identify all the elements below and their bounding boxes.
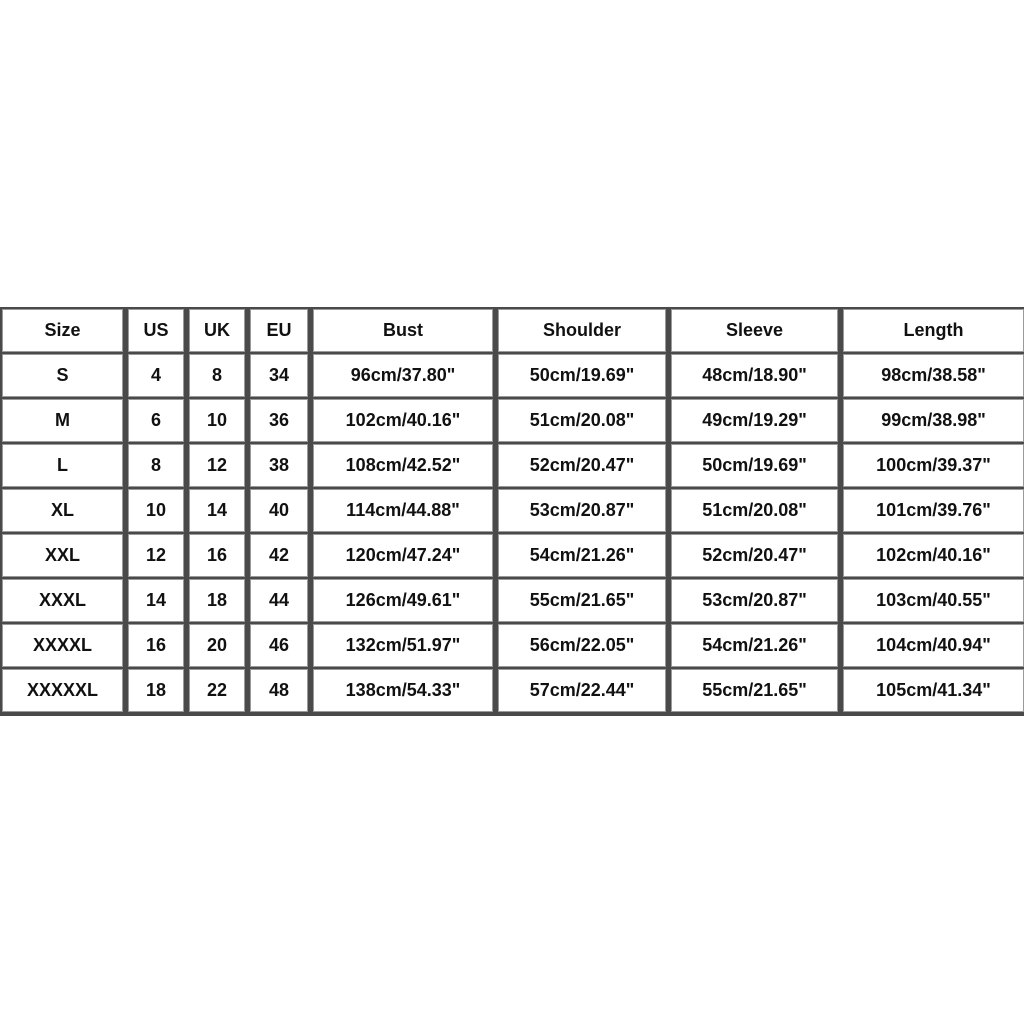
cell-sleeve: 54cm/21.26": [671, 624, 838, 667]
cell-length: 98cm/38.58": [843, 354, 1024, 397]
cell-size: XXL: [2, 534, 123, 577]
cell-sleeve: 53cm/20.87": [671, 579, 838, 622]
cell-bust: 108cm/42.52": [313, 444, 493, 487]
cell-eu: 36: [250, 399, 308, 442]
header-eu: EU: [250, 309, 308, 352]
size-chart-table: [0, 307, 1024, 716]
cell-eu: 34: [250, 354, 308, 397]
header-shoulder: Shoulder: [498, 309, 666, 352]
cell-shoulder: 53cm/20.87": [498, 489, 666, 532]
cell-uk: 18: [189, 579, 245, 622]
cell-uk: 12: [189, 444, 245, 487]
cell-eu: 44: [250, 579, 308, 622]
cell-us: 8: [128, 444, 184, 487]
cell-size: L: [2, 444, 123, 487]
cell-bust: 102cm/40.16": [313, 399, 493, 442]
cell-bust: 96cm/37.80": [313, 354, 493, 397]
cell-shoulder: 50cm/19.69": [498, 354, 666, 397]
cell-shoulder: 52cm/20.47": [498, 444, 666, 487]
cell-sleeve: 49cm/19.29": [671, 399, 838, 442]
header-bust: Bust: [313, 309, 493, 352]
cell-eu: 38: [250, 444, 308, 487]
cell-us: 6: [128, 399, 184, 442]
cell-shoulder: 51cm/20.08": [498, 399, 666, 442]
cell-uk: 14: [189, 489, 245, 532]
cell-eu: 40: [250, 489, 308, 532]
cell-us: 16: [128, 624, 184, 667]
header-size: Size: [2, 309, 123, 352]
cell-uk: 8: [189, 354, 245, 397]
cell-eu: 46: [250, 624, 308, 667]
cell-length: 102cm/40.16": [843, 534, 1024, 577]
cell-length: 104cm/40.94": [843, 624, 1024, 667]
cell-size: XXXXL: [2, 624, 123, 667]
cell-uk: 22: [189, 669, 245, 712]
cell-eu: 42: [250, 534, 308, 577]
cell-length: 103cm/40.55": [843, 579, 1024, 622]
cell-us: 4: [128, 354, 184, 397]
cell-bust: 138cm/54.33": [313, 669, 493, 712]
header-uk: UK: [189, 309, 245, 352]
header-us: US: [128, 309, 184, 352]
cell-bust: 126cm/49.61": [313, 579, 493, 622]
header-length: Length: [843, 309, 1024, 352]
cell-sleeve: 48cm/18.90": [671, 354, 838, 397]
cell-us: 12: [128, 534, 184, 577]
cell-us: 14: [128, 579, 184, 622]
cell-uk: 10: [189, 399, 245, 442]
cell-eu: 48: [250, 669, 308, 712]
cell-shoulder: 57cm/22.44": [498, 669, 666, 712]
cell-sleeve: 55cm/21.65": [671, 669, 838, 712]
cell-length: 100cm/39.37": [843, 444, 1024, 487]
header-sleeve: Sleeve: [671, 309, 838, 352]
cell-shoulder: 54cm/21.26": [498, 534, 666, 577]
cell-size: S: [2, 354, 123, 397]
cell-shoulder: 55cm/21.65": [498, 579, 666, 622]
cell-bust: 114cm/44.88": [313, 489, 493, 532]
cell-length: 101cm/39.76": [843, 489, 1024, 532]
cell-size: XXXXXL: [2, 669, 123, 712]
cell-shoulder: 56cm/22.05": [498, 624, 666, 667]
cell-length: 99cm/38.98": [843, 399, 1024, 442]
cell-length: 105cm/41.34": [843, 669, 1024, 712]
cell-sleeve: 50cm/19.69": [671, 444, 838, 487]
cell-size: M: [2, 399, 123, 442]
cell-size: XXXL: [2, 579, 123, 622]
cell-sleeve: 51cm/20.08": [671, 489, 838, 532]
cell-bust: 120cm/47.24": [313, 534, 493, 577]
cell-uk: 20: [189, 624, 245, 667]
cell-us: 10: [128, 489, 184, 532]
cell-sleeve: 52cm/20.47": [671, 534, 838, 577]
cell-bust: 132cm/51.97": [313, 624, 493, 667]
cell-us: 18: [128, 669, 184, 712]
cell-size: XL: [2, 489, 123, 532]
cell-uk: 16: [189, 534, 245, 577]
